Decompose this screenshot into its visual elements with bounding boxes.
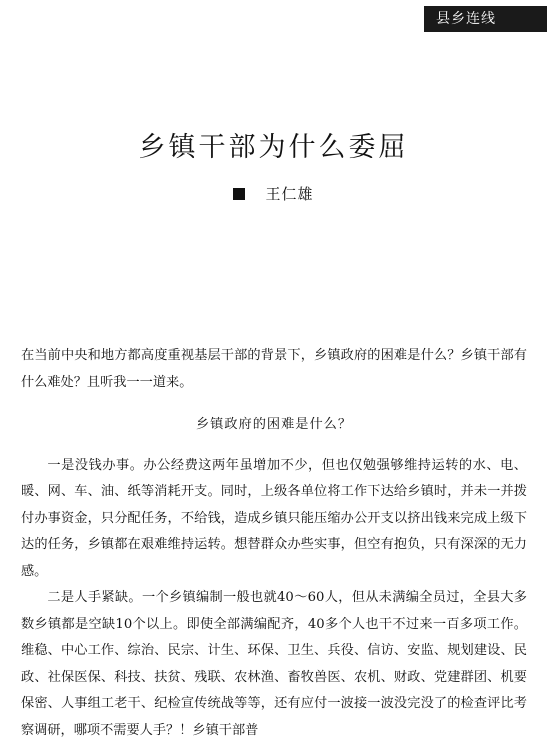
article-body bbox=[21, 343, 527, 744]
author-name: 王仁雄 bbox=[265, 185, 314, 203]
section-heading: 乡镇政府的困难是什么？ bbox=[195, 417, 353, 432]
body-paragraph-2: 二是人手紧缺。一个乡镇编制一般也就40～60人，但从未满编全员过，全县大多数乡镇都是空缺10个以上。即使全部满编配齐，40多个人也干不过来一百多项工作。维稳、中心工作、综治、民宗、计生、环保、卫生、兵役、信访、安监、规划建设、民政、社保医保、科技、扶贫、残联、农林渔、畜牧兽医、农机、财政、党建群团、机要保密、人事组工老干、纪检宣传统战等等，还有应付一波接一波没完没了的检查评比考察调研，哪项不需要人手？！乡镇干部普 bbox=[21, 590, 527, 738]
byline bbox=[0, 184, 547, 204]
column-label-tab bbox=[424, 6, 547, 32]
column-label: 县乡连线 bbox=[436, 11, 496, 27]
body-paragraph-1: 一是没钱办事。办公经费这两年虽增加不少，但也仅勉强够维持运转的水、电、暖、网、车、油、纸等消耗开支。同时，上级各单位将工作下达给乡镇时，并未一并拨付办事资金，只分配任务，不给钱，造成乡镇只能压缩办公开支以挤出钱来完成上级下达的任务，乡镇都在艰难维持运转。想替群众办些实事，但空有抱负，只有深深的无力感。 bbox=[21, 457, 527, 579]
intro-paragraph: 在当前中央和地方都高度重视基层干部的背景下，乡镇政府的困难是什么？乡镇干部有什么难处？且听我一一道来。 bbox=[21, 348, 527, 390]
article-title: 乡镇干部为什么委屈 bbox=[138, 132, 409, 163]
byline-square-icon bbox=[233, 188, 245, 200]
